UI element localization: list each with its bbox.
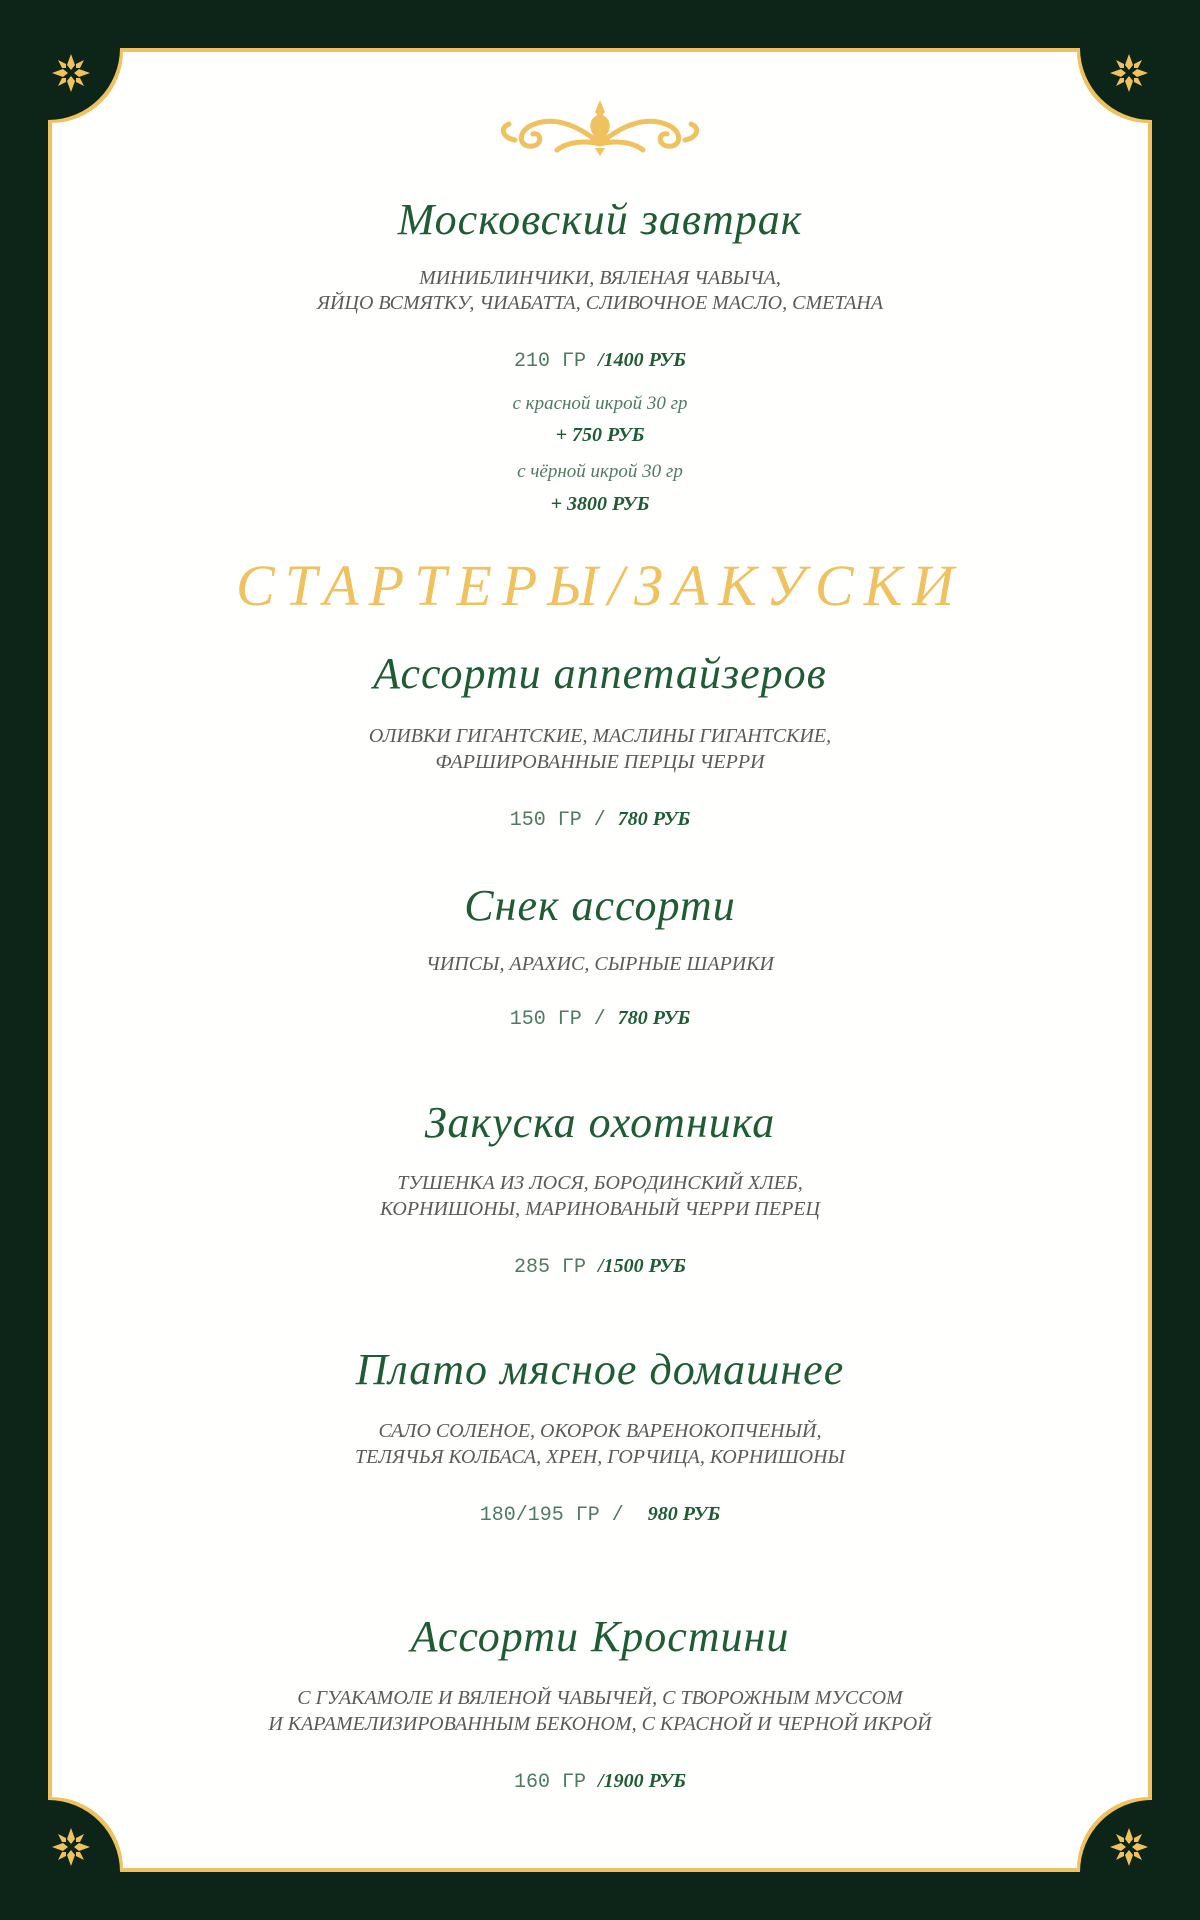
dish-description-line: ТЕЛЯЧЬЯ КОЛБАСА, ХРЕН, ГОРЧИЦА, КОРНИШОНЫ [355,1446,845,1468]
dish-title-meat-plate: Плато мясное домашнее [355,1345,845,1394]
dish-weight: 285 ГР [514,1256,599,1279]
dish-title-crostini: Ассорти Кростини [410,1612,790,1661]
dish-description-line: ЧИПСЫ, АРАХИС, СЫРНЫЕ ШАРИКИ [426,953,774,975]
dish-price-crostini [0,1770,1200,1794]
dish-description-line: ТУШЕНКА ИЗ ЛОСЯ, БОРОДИНСКИЙ ХЛЕБ, [397,1172,803,1194]
dish-title-breakfast: Московский завтрак [397,195,803,244]
addon-red-caviar-label: с красной икрой 30 гр [512,393,688,414]
dish-weight: 160 ГР [514,1771,599,1794]
addon-black-caviar-price: + 3800 РУБ [550,493,650,515]
addon-black-caviar-label: с чёрной икрой 30 гр [517,461,683,482]
dish-description-line: КОРНИШОНЫ, МАРИНОВАНЫЙ ЧЕРРИ ПЕРЕЦ [380,1198,820,1220]
dish-weight: 150 ГР / [509,1008,618,1031]
section-heading-starters: СТАРТЕРЫ/ЗАКУСКИ [236,553,964,618]
dish-description-line: САЛО СОЛЕНОЕ, ОКОРОК ВАРЕНОКОПЧЕНЫЙ, [378,1420,822,1442]
dish-price-value: 980 РУБ [647,1503,721,1525]
dish-title-snack: Снек ассорти [464,881,736,930]
dish-description-line: МИНИБЛИНЧИКИ, ВЯЛЕНАЯ ЧАВЫЧА, [419,267,781,289]
dish-description-line: ФАРШИРОВАННЫЕ ПЕРЦЫ ЧЕРРИ [435,751,765,773]
dish-description-line: ЯЙЦО ВСМЯТКУ, ЧИАБАТТА, СЛИВОЧНОЕ МАСЛО, СМЕТАНА [316,292,884,314]
dish-price-appetizers [0,808,1200,832]
dish-price-hunter [0,1255,1200,1279]
dish-description-line: ОЛИВКИ ГИГАНТСКИЕ, МАСЛИНЫ ГИГАНТСКИЕ, [368,725,832,747]
addon-red-caviar-price: + 750 РУБ [555,424,645,446]
dish-description-line: С ГУАКАМОЛЕ И ВЯЛЕНОЙ ЧАВЫЧЕЙ, С ТВОРОЖНЫМ МУССОМ [297,1687,903,1709]
dish-title-appetizers: Ассорти аппетайзеров [373,649,827,698]
dish-weight: 180/195 ГР / [479,1504,648,1527]
dish-price-value: /1900 РУБ [598,1770,686,1792]
dish-weight: 150 ГР / [509,809,618,832]
dish-weight: 210 ГР [514,350,599,373]
dish-price-value: /1500 РУБ [598,1255,686,1277]
dish-title-hunter: Закуска охотника [424,1098,776,1147]
dish-price-breakfast [0,349,1200,373]
dish-price-value: /1400 РУБ [598,349,686,371]
dish-price-value: 780 РУБ [617,808,691,830]
dish-price-meat-plate [0,1503,1200,1527]
dish-description-line: И КАРАМЕЛИЗИРОВАННЫМ БЕКОНОМ, С КРАСНОЙ И ЧЕРНОЙ ИКРОЙ [268,1713,932,1735]
dish-price-value: 780 РУБ [617,1007,691,1029]
dish-price-snack [0,1007,1200,1031]
